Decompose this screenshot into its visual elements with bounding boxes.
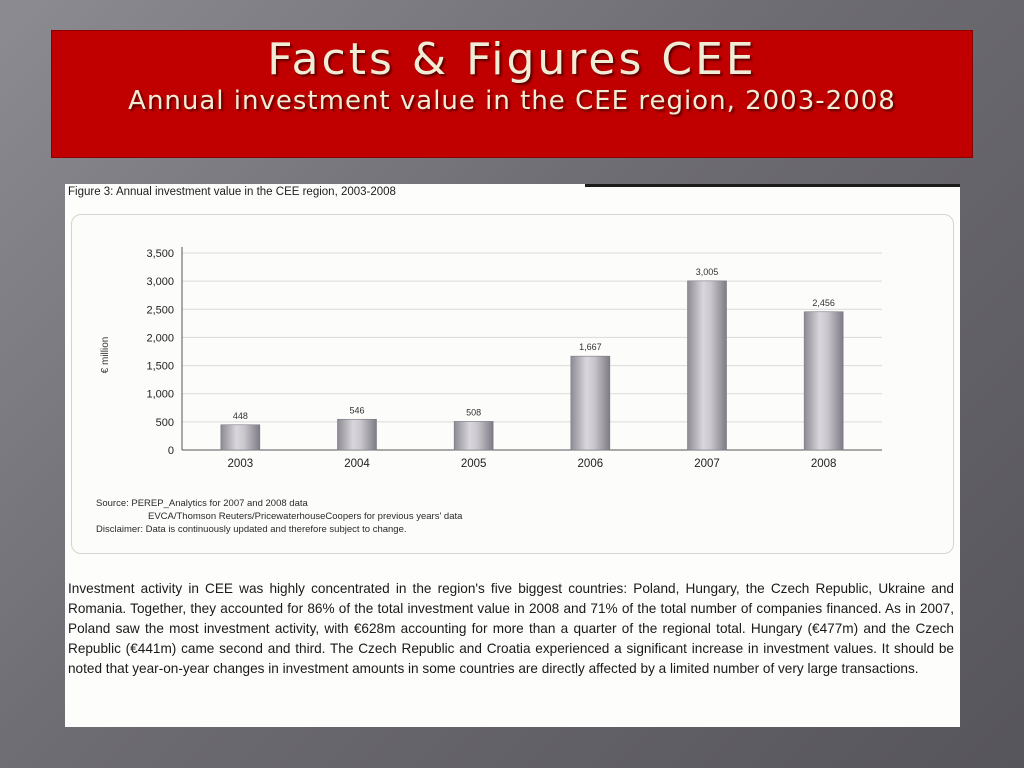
x-tick-label-2008: 2008: [810, 458, 837, 470]
source-line-1: Source: PEREP_Analytics for 2007 and 2008 data: [96, 498, 308, 509]
slide-subtitle: Annual investment value in the CEE region, 2003-2008: [128, 86, 896, 116]
y-axis-label: € million: [100, 336, 111, 374]
bar-2004: [338, 419, 377, 450]
y-tick-label: 3,500: [146, 248, 174, 260]
value-label-2003: 448: [232, 410, 248, 421]
bar-2007: [688, 281, 727, 450]
value-label-2005: 508: [466, 407, 482, 418]
y-tick-label: 1,500: [146, 360, 174, 373]
y-tick-label: 1,000: [146, 388, 174, 401]
x-tick-label-2006: 2006: [577, 458, 604, 470]
y-tick-label: 3,000: [146, 276, 174, 289]
y-tick-label: 2,500: [146, 304, 174, 317]
value-label-2004: 546: [349, 405, 365, 416]
x-tick-label-2007: 2007: [694, 458, 720, 470]
chart-panel: [71, 214, 954, 554]
body-paragraph: Investment activity in CEE was highly concentrated in the region's five biggest countries: Poland, Hungary, the Czech Republic, Ukraine and Romania. Together, they accounted for 86% of the total investment value in 2008 and 71% of the total number of companies financed. As in 2007, Poland saw the most investment activity, with €628m accounting for more than a quarter of the regional total. Hungary (€477m) and the Czech Republic (€441m) came second and third. The Czech Republic and Croatia experienced a significant increase in investment values. It should be noted that year-on-year changes in investment amounts in some countries are directly affected by a limited number of very large transactions.: [68, 581, 954, 676]
bar-2006: [571, 356, 610, 450]
bar-2003: [221, 425, 260, 450]
value-label-2008: 2,456: [812, 297, 835, 308]
gridlines: [182, 253, 882, 422]
disclaimer: Disclaimer: Data is continuously updated and therefore subject to change.: [96, 524, 407, 535]
title-banner: [51, 30, 973, 158]
x-tick-label-2004: 2004: [344, 458, 370, 470]
bar-2008: [804, 312, 843, 450]
scan-top-rule: [585, 184, 960, 187]
slide-title: Facts & Figures CEE: [267, 34, 757, 85]
value-label-2007: 3,005: [695, 266, 719, 277]
value-label-2006: 1,667: [579, 342, 602, 353]
y-tick-label: 2,000: [146, 332, 174, 345]
y-tick-label: 0: [167, 445, 174, 457]
x-tick-label-2003: 2003: [227, 458, 254, 470]
figure-scan-image: [65, 184, 960, 727]
bar-2005: [454, 421, 493, 450]
axes: [182, 247, 882, 450]
x-tick-label-2005: 2005: [460, 458, 487, 470]
figure-caption: Figure 3: Annual investment value in the CEE region, 2003-2008: [68, 186, 396, 198]
y-tick-label: 500: [155, 416, 174, 429]
source-line-2: EVCA/Thomson Reuters/PricewaterhouseCoopers for previous years' data: [148, 511, 463, 522]
